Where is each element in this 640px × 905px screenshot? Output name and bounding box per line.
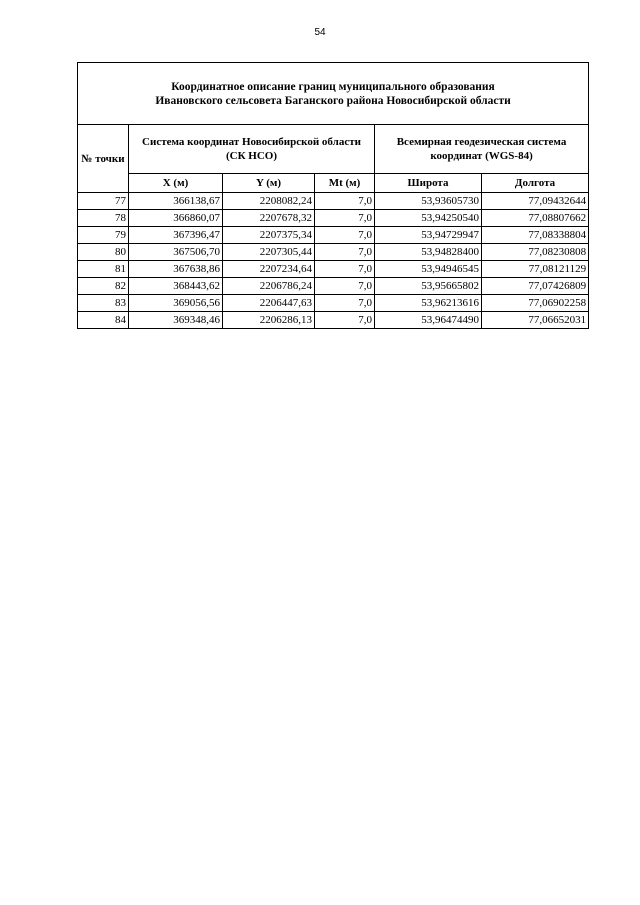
cell-y: 2208082,24	[223, 193, 315, 210]
header-point-no: № точки	[78, 125, 129, 193]
cell-latitude: 53,94946545	[375, 261, 482, 278]
cell-y: 2206447,63	[223, 295, 315, 312]
cell-mt: 7,0	[315, 295, 375, 312]
cell-y: 2206786,24	[223, 278, 315, 295]
cell-longitude: 77,06652031	[482, 312, 589, 329]
cell-x: 366860,07	[129, 210, 223, 227]
cell-x: 367638,86	[129, 261, 223, 278]
table-row	[78, 210, 589, 227]
cell-point-no: 79	[78, 227, 129, 244]
cell-mt: 7,0	[315, 227, 375, 244]
table-row	[78, 295, 589, 312]
table-row	[78, 278, 589, 295]
cell-longitude: 77,08230808	[482, 244, 589, 261]
cell-point-no: 81	[78, 261, 129, 278]
header-nso-system: Система координат Новосибирской области (СК НСО)	[129, 125, 375, 174]
table-title-line-2: Ивановского сельсовета Баганского района Новосибирской области	[155, 94, 511, 107]
table-row	[78, 227, 589, 244]
cell-longitude: 77,09432644	[482, 193, 589, 210]
cell-mt: 7,0	[315, 210, 375, 227]
header-y: Y (м)	[223, 174, 315, 193]
cell-latitude: 53,96213616	[375, 295, 482, 312]
cell-longitude: 77,06902258	[482, 295, 589, 312]
cell-mt: 7,0	[315, 278, 375, 295]
cell-longitude: 77,08121129	[482, 261, 589, 278]
cell-x: 367396,47	[129, 227, 223, 244]
table-row	[78, 261, 589, 278]
cell-mt: 7,0	[315, 193, 375, 210]
table-title	[78, 63, 589, 125]
cell-mt: 7,0	[315, 312, 375, 329]
header-mt: Mt (м)	[315, 174, 375, 193]
cell-point-no: 83	[78, 295, 129, 312]
table-row	[78, 312, 589, 329]
header-x: X (м)	[129, 174, 223, 193]
title-row	[78, 63, 589, 125]
cell-latitude: 53,94250540	[375, 210, 482, 227]
cell-latitude: 53,96474490	[375, 312, 482, 329]
cell-x: 367506,70	[129, 244, 223, 261]
cell-longitude: 77,07426809	[482, 278, 589, 295]
header-wgs-system: Всемирная геодезическая система координат (WGS-84)	[375, 125, 589, 174]
cell-point-no: 78	[78, 210, 129, 227]
table-title-line-1: Координатное описание границ муниципального образования	[171, 80, 495, 93]
cell-latitude: 53,93605730	[375, 193, 482, 210]
coordinates-table	[77, 62, 589, 329]
cell-point-no: 84	[78, 312, 129, 329]
header-group-row	[78, 125, 589, 174]
cell-latitude: 53,94828400	[375, 244, 482, 261]
cell-longitude: 77,08338804	[482, 227, 589, 244]
cell-point-no: 77	[78, 193, 129, 210]
cell-latitude: 53,95665802	[375, 278, 482, 295]
cell-longitude: 77,08807662	[482, 210, 589, 227]
cell-y: 2206286,13	[223, 312, 315, 329]
header-sub-row	[78, 174, 589, 193]
cell-y: 2207678,32	[223, 210, 315, 227]
table-row	[78, 193, 589, 210]
table-row	[78, 244, 589, 261]
cell-x: 369348,46	[129, 312, 223, 329]
cell-y: 2207234,64	[223, 261, 315, 278]
cell-point-no: 80	[78, 244, 129, 261]
cell-point-no: 82	[78, 278, 129, 295]
cell-latitude: 53,94729947	[375, 227, 482, 244]
header-latitude: Широта	[375, 174, 482, 193]
cell-x: 366138,67	[129, 193, 223, 210]
cell-y: 2207305,44	[223, 244, 315, 261]
cell-x: 368443,62	[129, 278, 223, 295]
cell-x: 369056,56	[129, 295, 223, 312]
page-number: 54	[314, 27, 326, 38]
cell-mt: 7,0	[315, 261, 375, 278]
header-longitude: Долгота	[482, 174, 589, 193]
cell-y: 2207375,34	[223, 227, 315, 244]
cell-mt: 7,0	[315, 244, 375, 261]
